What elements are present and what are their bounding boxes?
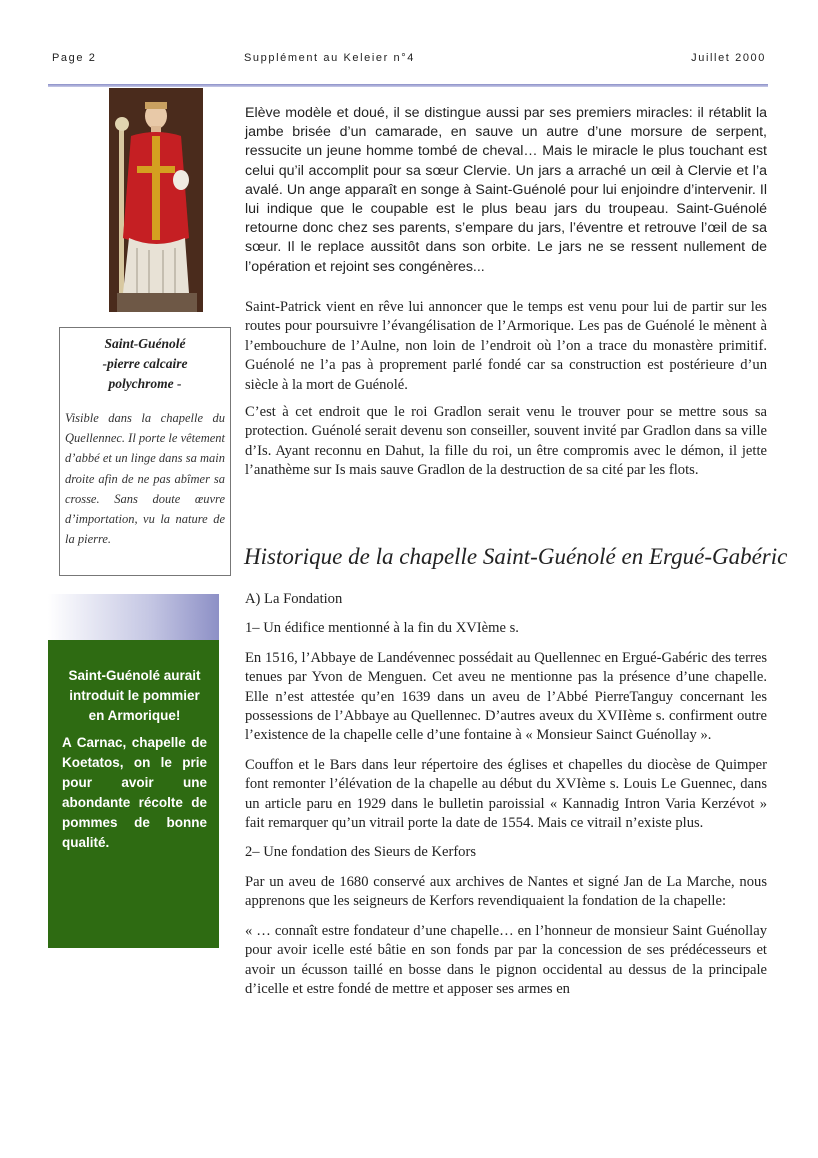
section-title: Historique de la chapelle Saint-Guénolé en Ergué-Gabéric [244,544,788,569]
sidebar-body: A Carnac, chapelle de Koetatos, on le prie pour avoir une abondante récolte de pommes de bonne qualité. [62,735,207,850]
caption-title [65,334,225,394]
subheading-2: 2– Une fondation des Sieurs de Kerfors [245,844,477,861]
caption-title-line-2: -pierre calcaire [102,356,188,371]
page-header [52,52,766,70]
paragraph-saint-patrick: Saint-Patrick vient en rêve lui annoncer que le temps est venu pour lui de partir sur les routes pour poursuivre l’évangélisation de l’Armorique. Les pas de Guénolé le mènent à l’embouchure de l’Aulne, non loin de l’endroit où l’on a trace du monastère primitif. Guénolé ne l’a pas à proprement parlé fondé car sa construction est postérieure d’un siècle à la mort de Guénolé. [245,299,767,393]
caption-title-line-3: polychrome - [108,376,182,391]
saint-guenole-statue-photo [109,88,203,312]
header-rule [48,84,768,87]
statue-illustration [109,88,203,312]
article-paragraph-3 [245,403,767,481]
section-a-heading: A) La Fondation [245,591,343,607]
sidebar-heading: Saint-Guénolé aurait introduit le pommier en Armorique! [68,668,201,723]
article-paragraph-2 [245,298,767,395]
sidebar-callout [48,640,219,948]
caption-body: Visible dans la chapelle du Quellennec. Il porte le vêtement d’abbé et un linge dans sa main droite afin de ne pas abîmer sa crosse. Sans doute œuvre d’importation, vu la nature de la pierre. [65,411,225,547]
photo-caption [59,327,231,576]
issue-date: Juillet 2000 [691,52,766,64]
history-paragraph-2: Couffon et le Bars dans leur répertoire des églises et chapelles du diocèse de Quimper font remonter l’élévation de la chapelle au début du XVIème s. Louis Le Guennec, dans un article paru en 1929 dans le bulletin paroissial « Kannadig Intron Varia Kerzévot » fait remarquer qu’un vitrail porte la date de 1554. Mais ce vitrail n’existe plus. [245,756,767,832]
history-paragraph-1: En 1516, l’Abbaye de Landévennec possédait au Quellennec en Ergué-Gabéric des terres tenues par Yvon de Menguen. Cet aveu ne mentionne pas la présence d’une chapelle. Elle n’est attestée qu’en 1639 dans un aveu de l’Abbé PierreTanguy concernant les possessions de l’Abbaye au Quellennec. D’autres aveux du XVIIème s. confirment outre l’existence de la chapelle celle d’une fontaine à « Monsieur Sainct Guénollay ». [245,649,767,744]
history-paragraph-3: Par un aveu de 1680 conservé aux archives de Nantes et signé Jan de La Marche, nous apprenons que les seigneurs de Kerfors revendiquaient la fondation de la chapelle: [245,873,767,910]
history-quote: « … connaît estre fondateur d’une chapelle… en l’honneur de monsieur Saint Guénollay pour avoir icelle esté bâtie en son fonds par par la concession de ses prédécesseurs et avoir un écusson taillé en bosse dans le pignon occidental au dessus de la principale d’icelle et estre fondé de mettre et apposer ses armes en [245,922,767,997]
page-number: Page 2 [52,52,97,64]
paragraph-miracles: Elève modèle et doué, il se distingue aussi par ses premiers miracles: il rétablit la jambe brisée d’un camarade, en sauve un autre d’une morsure de serpent, ressucite un jeune homme tombé de cheval… Mais le miracle le plus touchant est celui qu’il accomplit pour sa sœur Clervie. Un jars a arraché un œil à Clervie et l’a avalé. Un ange apparaît en songe à Saint-Guénolé pour lui enjoindre d’intervenir. Il lui indique que le coupable est le plus beau jars du troupeau. Saint-Guénolé retourne donc chez ses parents, s’empare du jars, l’éventre et retrouve l’œil de sa sœur. Il le replace aussitôt dans son orbite. Le jars ne se ressent nullement de l’opération et rejoint ses congénères... [245,105,767,275]
subheading-1: 1– Un édifice mentionné à la fin du XVIème s. [245,620,519,637]
paragraph-gradlon: C’est à cet endroit que le roi Gradlon serait venu le trouver pour se mettre sous sa protection. Guénolé serait devenu son conseiller, souvent invité par Gradlon dans sa ville d’Is. Ayant reconnu en Dahut, la fille du roi, un être compromis avec le démon, il jette l’anathème sur Is mais sauve Gradlon de la destruction de sa cité par les flots. [245,404,767,479]
article-paragraph-1 [245,104,767,277]
publication-title: Supplément au Keleier n°4 [244,52,415,64]
sidebar-gradient-bar [48,594,219,640]
caption-title-line-1: Saint-Guénolé [104,336,186,351]
history-section [245,590,767,1009]
